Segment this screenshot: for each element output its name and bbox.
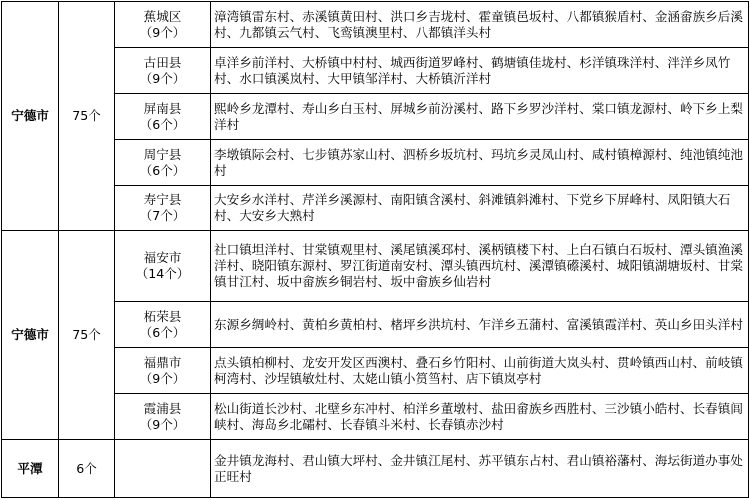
county-cell — [115, 2, 211, 48]
county-name: 柘荣县 — [143, 308, 182, 324]
county-name: 寿宁县 — [143, 192, 182, 207]
villages-cell: 李墩镇际会村、七步镇苏家山村、泗桥乡坂坑村、玛坑乡灵凤山村、咸村镇樟源村、纯池镇纯池村 — [211, 140, 749, 186]
table-row — [2, 48, 749, 94]
village-table — [1, 1, 749, 498]
table-row — [2, 348, 749, 394]
county-count: （6个） — [139, 116, 186, 132]
table-row — [2, 140, 749, 186]
county-cell — [115, 140, 211, 186]
table-row — [2, 440, 749, 498]
count-cell: 75个 — [59, 2, 115, 231]
villages-cell: 漳湾镇雷东村、赤溪镇黄田村、洪口乡吉垅村、霍童镇邑坂村、八都镇猴盾村、金涵畲族乡后溪村、九都镇云气村、飞鸾镇澳里村、八都镇洋头村 — [211, 2, 749, 48]
county-name: 霞浦县 — [143, 400, 182, 416]
county-count: （9个） — [139, 70, 186, 86]
table-row — [2, 2, 749, 48]
county-count: （7个） — [139, 208, 186, 223]
county-name: 福安市 — [143, 250, 182, 265]
county-count: （9个） — [139, 24, 186, 40]
villages-cell: 社口镇坦洋村、甘棠镇观里村、溪尾镇溪邳村、溪柄镇楼下村、上白石镇白石坂村、潭头镇渔溪洋村、晓阳镇东源村、罗江街道南安村、潭头镇西坑村、溪潭镇礤溪村、城阳镇湖塘坂村、甘棠镇甘江村、坂中畲族乡铜岩村、坂中畲族乡仙岩村 — [211, 231, 749, 302]
count-cell: 6个 — [59, 440, 115, 498]
county-name: 周宁县 — [143, 146, 182, 162]
county-count: （6个） — [139, 324, 186, 340]
county-count: （14个） — [135, 266, 190, 281]
county-cell — [115, 348, 211, 394]
villages-cell: 金井镇龙海村、君山镇大坪村、金井镇江尾村、苏平镇东占村、君山镇裕藩村、海坛街道办事处正旺村 — [211, 440, 749, 498]
count-cell: 75个 — [59, 231, 115, 440]
county-name: 屏南县 — [143, 100, 182, 116]
city-cell: 平潭 — [2, 440, 59, 498]
table-row — [2, 302, 749, 348]
table-row — [2, 186, 749, 231]
county-count: （6个） — [139, 162, 186, 178]
county-cell — [115, 394, 211, 440]
city-cell: 宁德市 — [2, 231, 59, 440]
county-count: （9个） — [139, 370, 186, 386]
county-cell — [115, 231, 211, 302]
county-cell — [115, 94, 211, 140]
city-cell: 宁德市 — [2, 2, 59, 231]
county-name: 福鼎市 — [143, 354, 182, 370]
villages-cell: 点头镇柏柳村、龙安开发区西澳村、叠石乡竹阳村、山前街道大岚头村、贯岭镇西山村、前岐镇柯湾村、沙埕镇敏灶村、太姥山镇小筼筜村、店下镇岚亭村 — [211, 348, 749, 394]
table-row — [2, 394, 749, 440]
table-row — [2, 94, 749, 140]
county-cell — [115, 186, 211, 231]
villages-cell: 熙岭乡龙潭村、寿山乡白玉村、屏城乡前汾溪村、路下乡罗沙洋村、棠口镇龙源村、岭下乡上梨洋村 — [211, 94, 749, 140]
table-row — [2, 231, 749, 302]
county-name: 蕉城区 — [143, 8, 182, 24]
villages-cell: 松山街道长沙村、北壁乡东冲村、柏洋乡董墩村、盐田畲族乡西胜村、三沙镇小皓村、长春镇闾峡村、海岛乡北礵村、长春镇斗米村、长春镇赤沙村 — [211, 394, 749, 440]
county-cell — [115, 440, 211, 498]
county-count: （9个） — [139, 416, 186, 432]
villages-cell: 大安乡水洋村、芹洋乡溪源村、南阳镇含溪村、斜滩镇斜滩村、下党乡下屏峰村、凤阳镇大石村、大安乡大熟村 — [211, 186, 749, 231]
county-cell — [115, 302, 211, 348]
villages-cell: 卓洋乡前洋村、大桥镇中村村、城西街道罗峰村、鹤塘镇佳垅村、杉洋镇珠洋村、泮洋乡凤竹村、水口镇溪岚村、大甲镇邹洋村、大桥镇沂洋村 — [211, 48, 749, 94]
county-cell — [115, 48, 211, 94]
county-name: 古田县 — [143, 54, 182, 70]
villages-cell: 东源乡绸岭村、黄柏乡黄柏村、楮坪乡洪坑村、乍洋乡五蒲村、富溪镇霞洋村、英山乡田头洋村 — [211, 302, 749, 348]
